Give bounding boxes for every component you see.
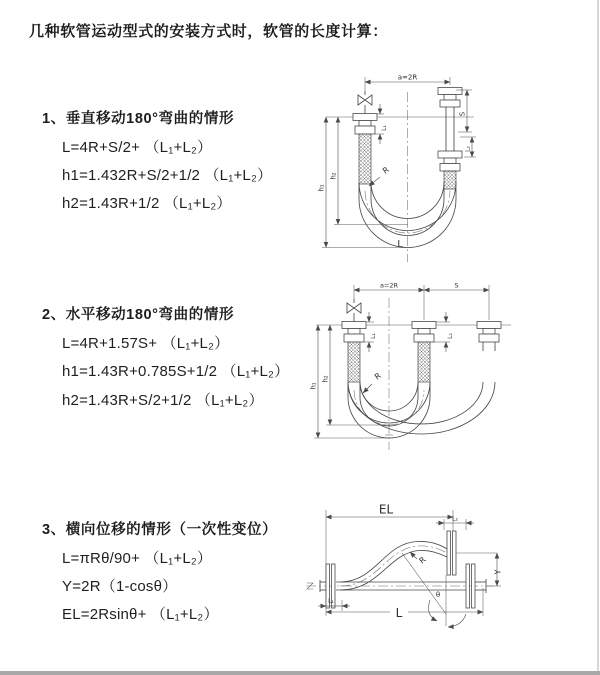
flange-upper-right bbox=[447, 531, 456, 575]
hose-fitting-left bbox=[353, 114, 377, 200]
dim-label-l2: L₂ bbox=[447, 333, 454, 339]
section-2-heading: 2、水平移动180°弯曲的情形 bbox=[42, 307, 235, 323]
dim-label-y: Y bbox=[493, 569, 503, 575]
formula-line: h2=1.43R+1/2 （L₁+L₂） bbox=[62, 195, 232, 212]
formula-line: L=4R+S/2+ （L₁+L₂） bbox=[62, 139, 213, 156]
formula-line: L=4R+1.57S+ （L₁+L₂） bbox=[62, 335, 230, 352]
hose-s-curve bbox=[340, 541, 447, 590]
hose-fitting-left bbox=[342, 322, 366, 398]
dim-label-h2: h₂ bbox=[329, 172, 338, 180]
radius-label: R bbox=[380, 165, 391, 176]
angle-arc bbox=[448, 614, 466, 627]
hose-fitting-right bbox=[438, 88, 462, 200]
dim-label-s: S bbox=[454, 281, 459, 290]
angle-label-theta: θ bbox=[435, 591, 441, 599]
length-label: L bbox=[397, 239, 403, 250]
dim-label-l1: L₁ bbox=[381, 125, 388, 131]
formula-line: Y=2R（1-cosθ） bbox=[62, 578, 178, 595]
section-3-heading: 3、横向位移的情形（一次性变位） bbox=[42, 522, 278, 538]
dim-label-l2: L₂ bbox=[452, 515, 458, 523]
section-1-heading: 1、垂直移动180°弯曲的情形 bbox=[42, 111, 235, 127]
dim-label-l1: L₁ bbox=[370, 333, 377, 339]
formula-line: L=πRθ/90+ （L₁+L₂） bbox=[62, 550, 213, 567]
diagram-vertical-180-bend bbox=[312, 70, 597, 270]
formula-line: h1=1.43R+0.785S+1/2 （L₁+L₂） bbox=[62, 363, 290, 380]
dim-label-el: EL bbox=[378, 502, 394, 517]
diagram-horizontal-180-bend bbox=[306, 278, 598, 464]
hose-fitting-right bbox=[477, 322, 501, 352]
dim-label-h1: h₁ bbox=[309, 382, 318, 390]
formula-line: EL=2Rsinθ+ （L₁+L₂） bbox=[62, 606, 219, 623]
valve-icon bbox=[347, 299, 361, 322]
dim-label-l2: L₂ bbox=[464, 146, 472, 152]
hose-fitting-middle bbox=[412, 322, 436, 398]
dim-label-a2r: a=2R bbox=[397, 73, 418, 82]
angle-arc bbox=[429, 600, 437, 621]
dim-label-a2r: a=2R bbox=[379, 281, 399, 290]
scan-edge-bottom bbox=[0, 671, 600, 675]
radius-label: R bbox=[372, 371, 383, 382]
dim-label-l1: L₁ bbox=[328, 598, 334, 605]
dim-label-l: L bbox=[395, 606, 403, 620]
diagram-lateral-displacement bbox=[298, 496, 600, 668]
valve-icon bbox=[358, 91, 372, 114]
dim-label-h1: h₁ bbox=[317, 184, 326, 192]
dim-label-s: S bbox=[458, 111, 467, 117]
dim-label-h2: h₂ bbox=[321, 375, 330, 383]
radius-label: R bbox=[417, 555, 428, 566]
formula-line: h1=1.432R+S/2+1/2 （L₁+L₂） bbox=[62, 167, 273, 184]
hose-displaced-bend bbox=[348, 382, 495, 434]
page-title: 几种软管运动型式的安装方式时，软管的长度计算： bbox=[29, 23, 388, 40]
formula-line: h2=1.43R+S/2+1/2 （L₁+L₂） bbox=[62, 392, 264, 409]
scan-edge-right bbox=[597, 0, 599, 675]
